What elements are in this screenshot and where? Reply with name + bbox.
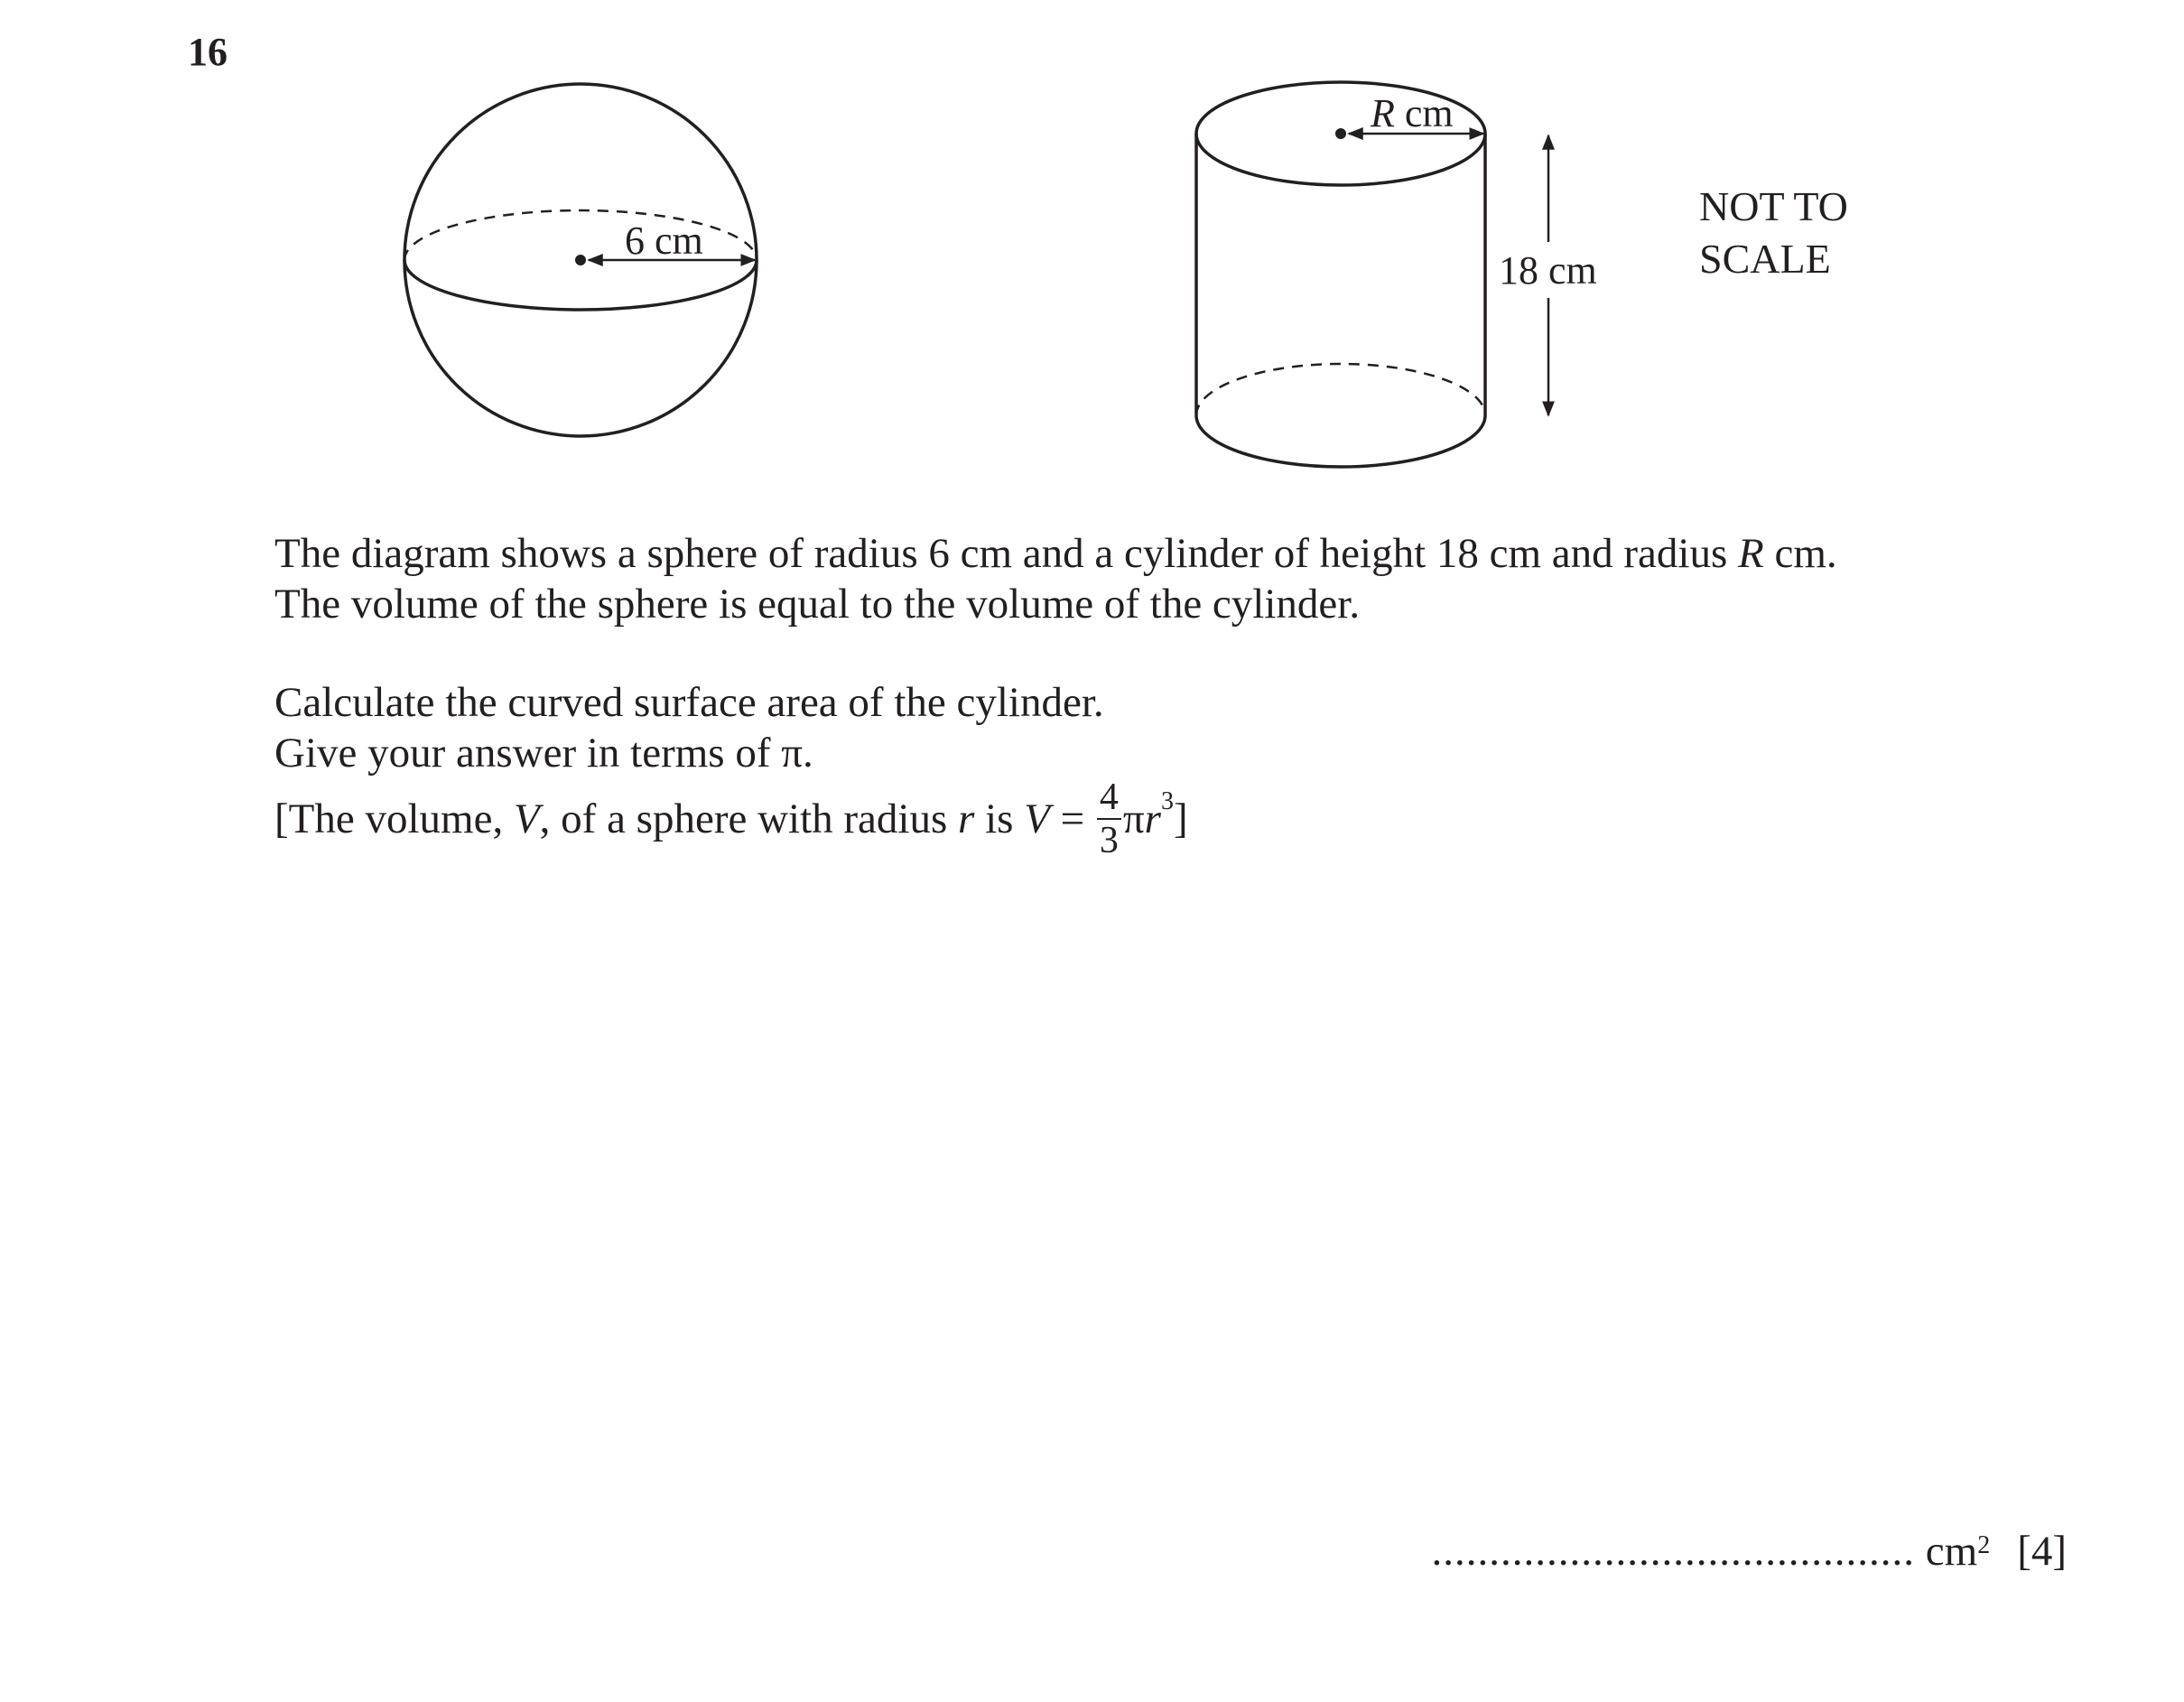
- question-stem: [274, 528, 1837, 629]
- answer-line[interactable]: [1432, 1526, 2067, 1576]
- marks-label: [4]: [2017, 1528, 2067, 1575]
- not-to-scale-line2: SCALE: [1699, 236, 1831, 282]
- cylinder-base-back: [1196, 364, 1485, 415]
- formula-fraction: $\frac{4}{3}$: [1097, 778, 1121, 860]
- cylinder-radius-variable: R: [1371, 91, 1395, 135]
- stem-line-1: The diagram shows a sphere of radius 6 cm and a cylinder of height 18 cm and radius R cm.: [274, 530, 1837, 577]
- cylinder-base-front: [1196, 415, 1485, 467]
- sphere-equator-front: [404, 260, 757, 310]
- question-number: 16: [188, 30, 228, 74]
- formula-line: [The volume, V, of a sphere with radius r is V = $\frac{4}{3}$ $\pi r^3$]: [274, 777, 1188, 861]
- task-line-2: Give your answer in terms of π.: [274, 730, 813, 777]
- answer-unit: cm: [1915, 1528, 1978, 1575]
- cylinder-radius-label: [1371, 91, 1454, 135]
- not-to-scale-line1: NOT TO: [1699, 183, 1848, 229]
- sphere-radius-label: 6 cm: [625, 219, 703, 263]
- task-line-1: Calculate the curved surface area of the cylinder.: [274, 679, 1104, 726]
- diagram: [0, 0, 2184, 506]
- question-task: [274, 677, 1188, 863]
- not-to-scale-note: [1699, 181, 1848, 285]
- sphere-centre-point: [575, 255, 586, 265]
- cylinder-centre-point: [1335, 128, 1346, 139]
- cylinder-radius-unit: cm: [1394, 91, 1454, 135]
- stem-line-2: The volume of the sphere is equal to the volume of the cylinder.: [274, 581, 1361, 628]
- cylinder-shape: [1196, 82, 1485, 467]
- answer-dots[interactable]: ..........................................: [1431, 1528, 1916, 1575]
- cylinder-height-label: 18 cm: [1499, 248, 1597, 293]
- sphere-equator-back: [404, 210, 757, 263]
- answer-unit-exponent: 2: [1977, 1531, 1991, 1559]
